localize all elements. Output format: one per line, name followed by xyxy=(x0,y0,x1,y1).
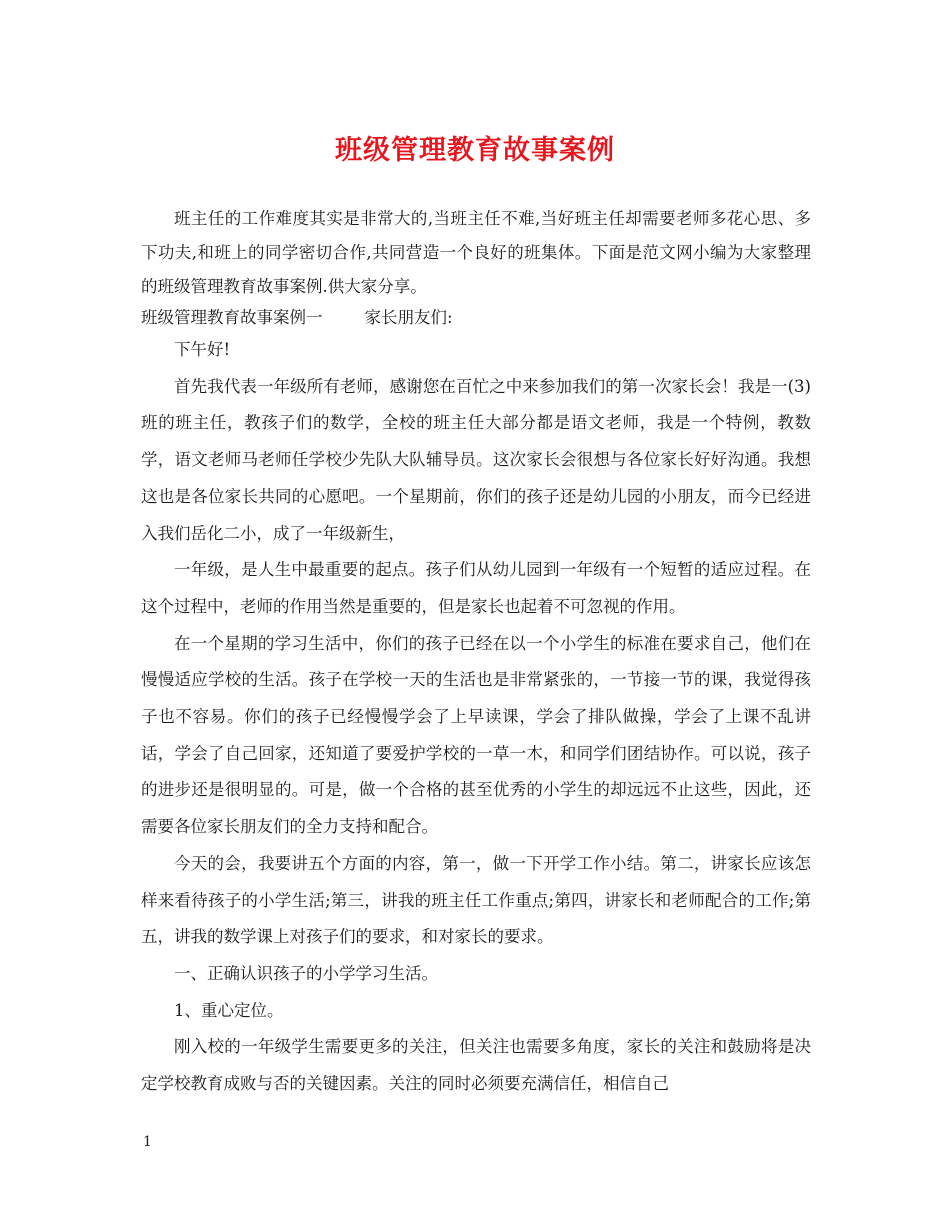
paragraph-greeting: 下午好! xyxy=(174,340,231,359)
document-title: 班级管理教育故事案例 xyxy=(335,135,615,166)
document-body xyxy=(141,202,811,1103)
page-number: 1 xyxy=(143,1134,152,1150)
letter-content xyxy=(141,332,811,1103)
paragraph-agenda: 今天的会，我要讲五个方面的内容，第一，做一下开学工作小结。第二，讲家长应该怎样来看待孩子的小学生活;第三，讲我的班主任工作重点;第四，讲家长和老师配合的工作;第五，讲我的数学课上对孩子们的要求，和对家长的要求。 xyxy=(141,853,811,947)
salutation: 家长朋友们: xyxy=(364,308,453,327)
paragraph-focus: 刚入校的一年级学生需要更多的关注，但关注也需要多角度，家长的关注和鼓励将是决定学校教育成败与否的关键因素。关注的同时必须要充满信任，相信自己 xyxy=(141,1037,811,1094)
case-heading: 班级管理教育故事案例一 xyxy=(141,308,323,327)
intro-section xyxy=(141,202,811,304)
case-heading-line xyxy=(141,304,811,332)
subsection-heading-1: 1、重心定位。 xyxy=(174,1000,284,1020)
paragraph-first-week: 在一个星期的学习生活中，你们的孩子已经在以一个小学生的标准在要求自己，他们在慢慢适应学校的生活。孩子在学校一天的生活也是非常紧张的，一节接一节的课，我觉得孩子也不容易。你们的孩子已经慢慢学会了上早读课，学会了排队做操，学会了上课不乱讲话，学会了自己回家，还知道了要爱护学校的一草一木，和同学们团结协作。可以说，孩子的进步还是很明显的。可是，做一个合格的甚至优秀的小学生的却远远不止这些，因此，还需要各位家长朋友们的全力支持和配合。 xyxy=(141,633,811,837)
paragraph-first-grade: 一年级，是人生中最重要的起点。孩子们从幼儿园到一年级有一个短暂的适应过程。在这个过程中，老师的作用当然是重要的，但是家长也起着不可忽视的作用。 xyxy=(141,560,811,616)
paragraph-introduction: 首先我代表一年级所有老师，感谢您在百忙之中来参加我们的第一次家长会！我是一(3)班的班主任，教孩子们的数学，全校的班主任大部分都是语文老师，我是一个特例，教数学，语文老师马老师任学校少先队大队辅导员。这次家长会很想与各位家长好好沟通。我想这也是各位家长共同的心愿吧。一个星期前，你们的孩子还是幼儿园的小朋友，而今已经进入我们岳化二小，成了一年级新生， xyxy=(141,376,811,543)
intro-paragraph: 班主任的工作难度其实是非常大的,当班主任不难,当好班主任却需要老师多花心思、多下功夫,和班上的同学密切合作,共同营造一个良好的班集体。下面是范文网小编为大家整理的班级管理教育故事案例.供大家分享。 xyxy=(141,209,811,296)
section-heading-1: 一、正确认识孩子的小学学习生活。 xyxy=(174,963,438,983)
